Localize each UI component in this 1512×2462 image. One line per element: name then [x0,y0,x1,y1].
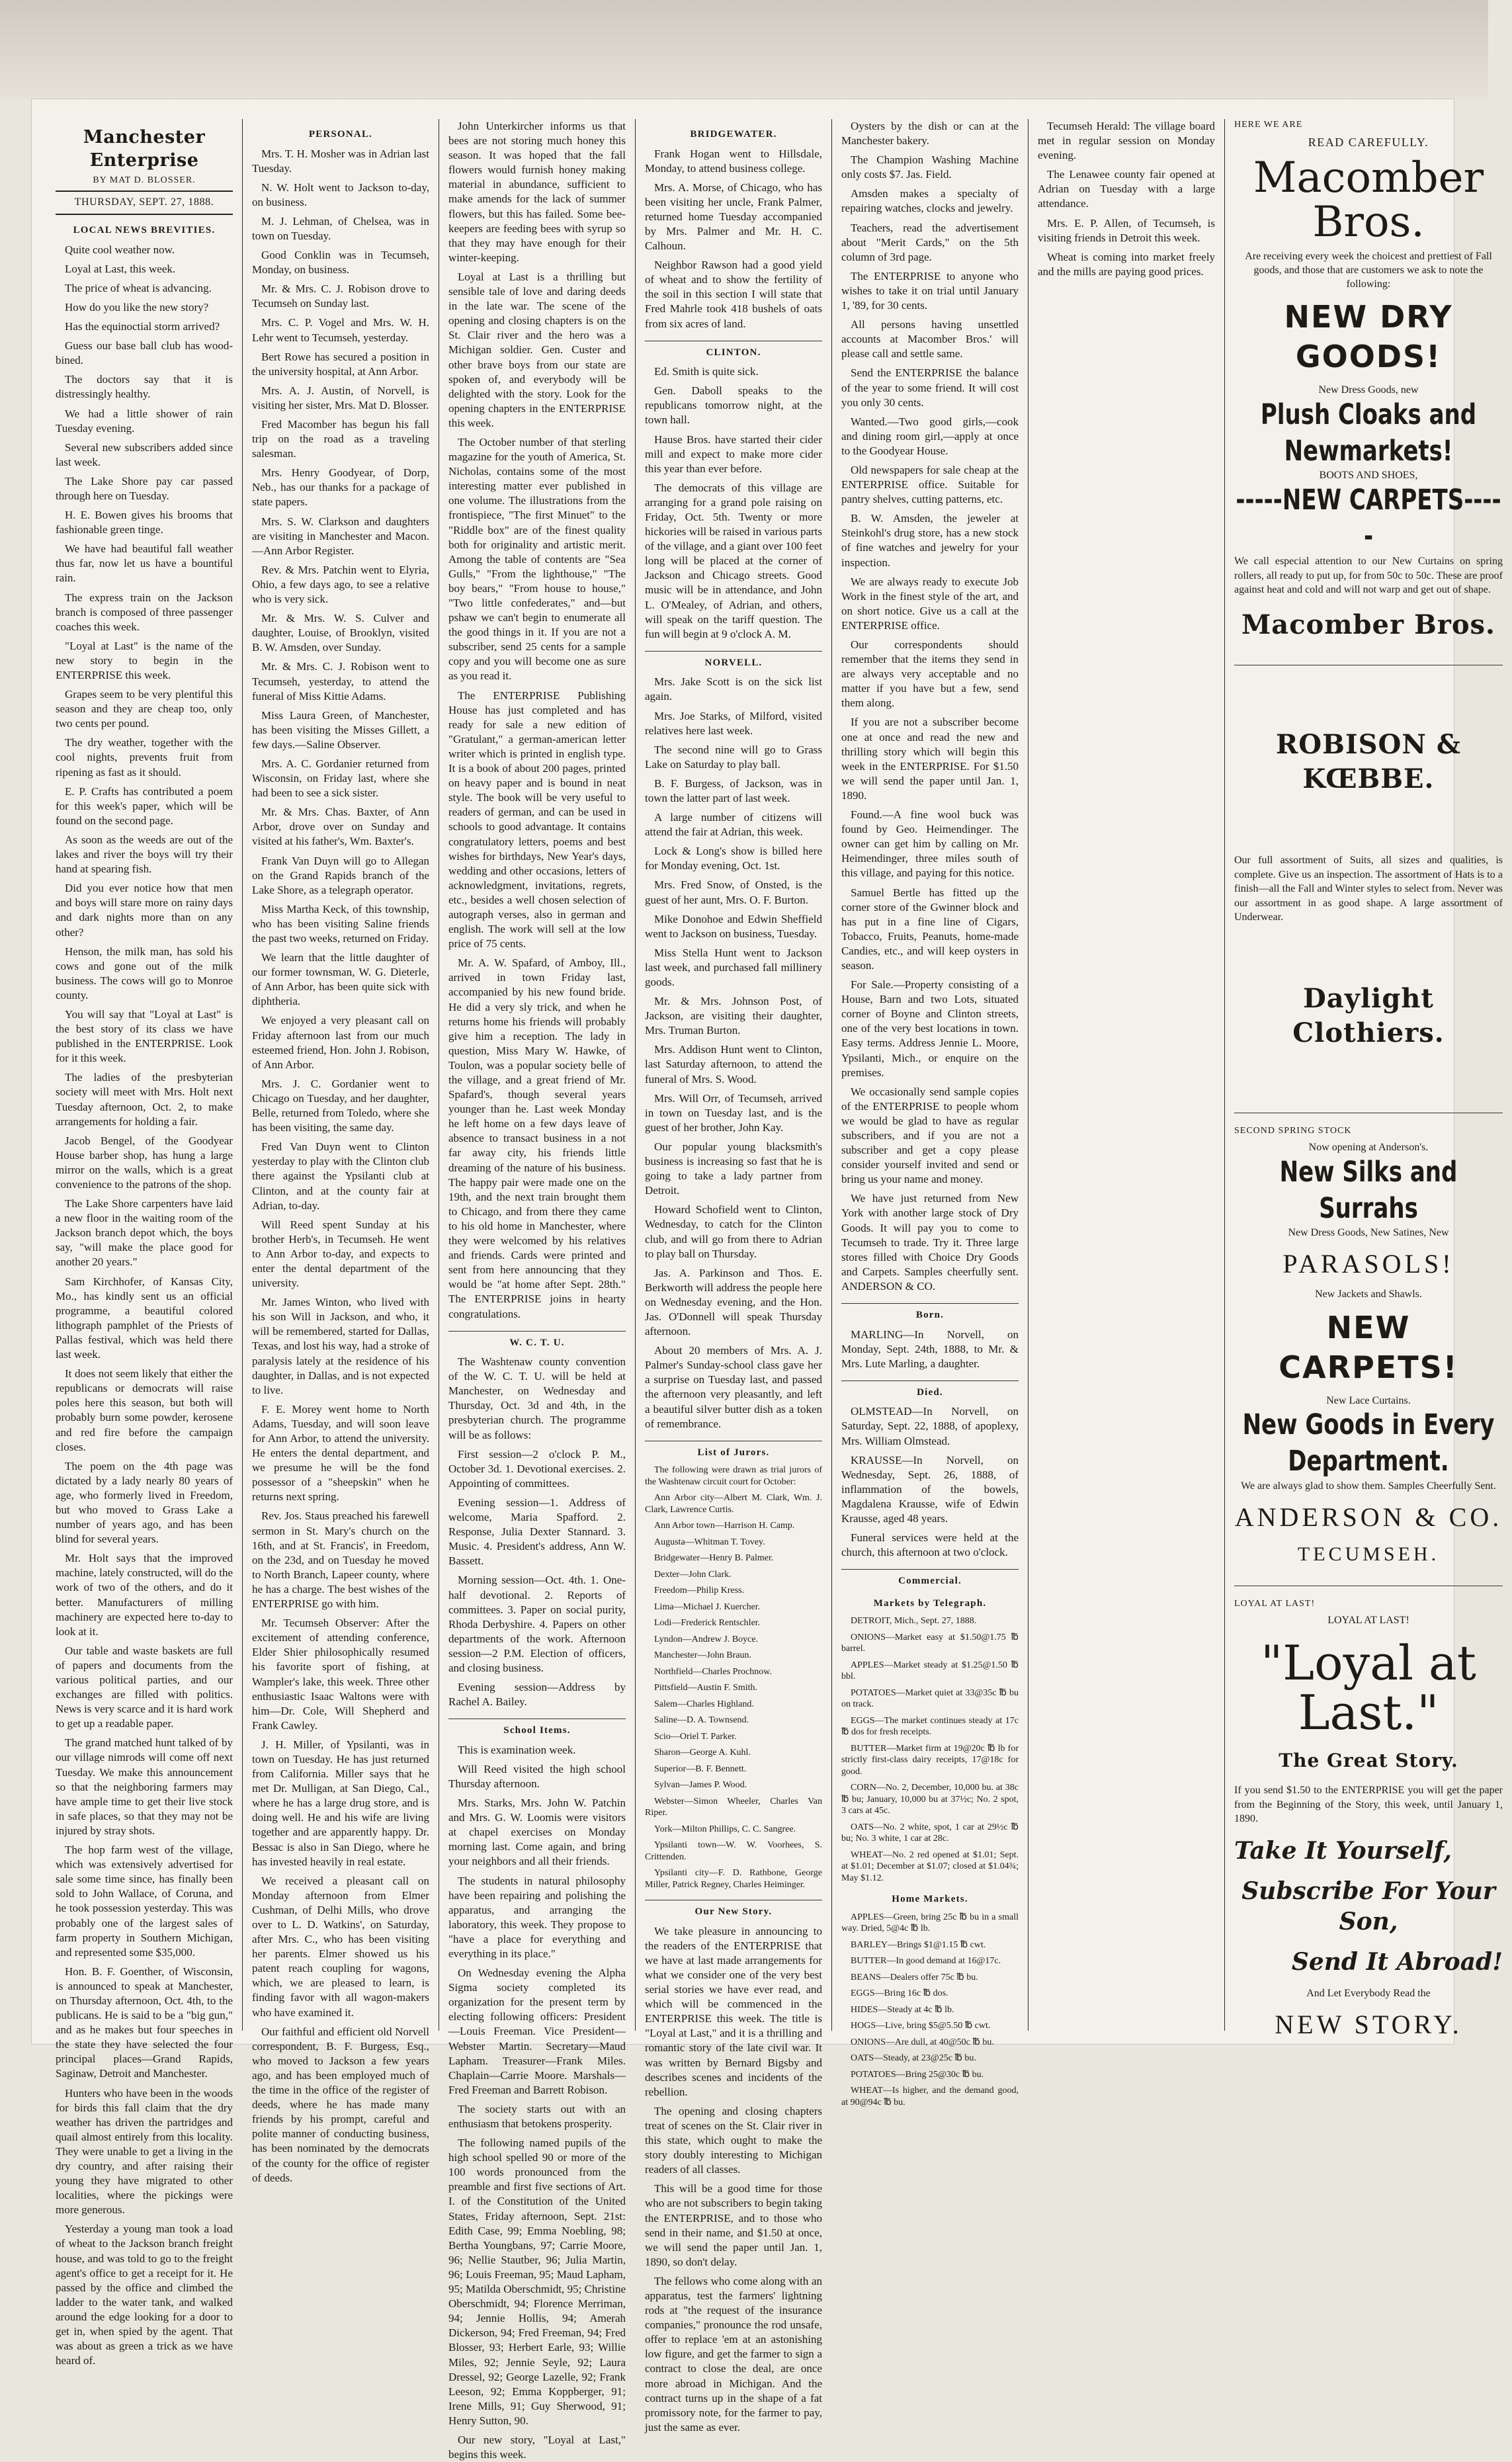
ad-plush-cloaks: Plush Cloaks and Newmarkets! [1260,398,1477,468]
news-item: Wanted.—Two good girls,—cook and dining room girl,—apply at once to the Goodyear House. [841,415,1019,457]
news-item: Mrs. Starks, Mrs. John W. Patchin and Mrs. G. W. Loomis were visitors at chapel exercises on Monday morning last. Come again, and bring your neighbors and all their friends. [448,1797,626,1868]
ad-macomber-signature: Macomber Bros. [1241,609,1495,641]
news-item: Our new story, "Loyal at Last," begins this week. [448,2433,626,2461]
ad-take-it: Take It Yourself, [1234,1836,1452,1865]
school-list [448,1743,626,2462]
column-4 [636,119,832,2434]
clinton-list [645,364,822,642]
section-heading-born: Born. [841,1303,1019,1322]
news-item: Our popular young blacksmith's business is increasing so fast that he is going to take a lady partner from Detroit. [645,1140,822,1197]
news-item: Oysters by the dish or can at the Manchester bakery. [841,120,1019,148]
news-item: Mrs. E. P. Allen, of Tecumseh, is visiting friends in Detroit this week. [1038,216,1215,244]
newspaper-page [32,99,1503,2461]
news-item: Howard Schofield went to Clinton, Wednesday, to catch for the Clinton club, and will go from there to Adrian to play ball on Thursday. [645,1203,822,1260]
news-item: Manchester—John Braun. [654,1650,751,1661]
news-item: Sam Kirchhofer, of Kansas City, Mo., has kindly sent us an official programme, a beautiful colored lithograph pamphlet of the Priests of Pallas festival, which was held there last week. [56,1275,233,1361]
news-item: Hunters who have been in the woods for birds this fall claim that the dry weather has driven the partridges and quail almost entirely from this locality. They were unable to get a living in the dry country, and after raising their young they have migrated to other localities, where the pickings were more generous. [56,2086,233,2217]
news-item: We had a little shower of rain Tuesday evening. [56,407,233,435]
news-item: We are always ready to execute Job Work in the finest style of the art, and on short notice. Give us a call at the ENTERPRISE office. [841,575,1019,632]
news-item: The Lake Shore pay car passed through here on Tuesday. [56,474,233,502]
news-item: ONIONS—Are dull, at 40@50c ℔ bu. [851,2037,994,2047]
news-item: Guess our base ball club has wood-bined. [56,339,233,367]
personal-list [252,147,429,2186]
news-item: Jacob Bengel, of the Goodyear House barber shop, has hung a large mirror on the walls, which is a great convenience to the patrons of the shop. [56,1134,233,1191]
news-item: The Lenawee county fair opened at Adrian on Tuesday with a large attendance. [1038,168,1215,210]
ad-curtains: We call especial attention to our New Curtains on spring rollers, all ready to put up, for from 50c to 50c. These are proof against heat and cold and will not warp and get out of shape. [1234,556,1503,596]
news-item: Loyal at Last is a thrilling but sensible tale of love and daring deeds in the late war. The scene of the opening and closing chapters is on the St. Clair river and the hero was a Michigan soldier. Gen. Custer and other brave boys from our state are spoken of, and everybody will be delighted with the story. Look for the opening chapters in the ENTERPRISE this week. [448,270,626,429]
news-item: The October number of that sterling magazine for the youth of America, St. Nicholas, contains some of the most interesting matter ever published in one volume. The illustrations from the frontispiece, "The first Minuet" to the "Riddle box" are of the finest quality both for originality and artistic merit. Among the table of contents are "Sea Gulls," "From the lighthouse," "The boy bears," "From house to house," "Two little confederates," and—but pshaw we can't begin to enumerate all the good things in it. If you are not a subscriber, send 25 cents for a sample copy and you will become one as sure as you read it. [448,435,626,683]
news-item: Mike Donohoe and Edwin Sheffield went to Jackson on business, Tuesday. [645,912,822,940]
news-item: Morning session—Oct. 4th. 1. One-half devotional. 2. Reports of committees. 3. Paper on social purity, Rhoda Derbyshire. 4. Papers on other departments of the work. Afternoon session—2 P.M. Election of officers, and closing business. [448,1574,626,1674]
ad-second-stock: SECOND SPRING STOCK [1234,1126,1352,1136]
ad-macomber-name: Macomber Bros. [1253,153,1484,247]
ad-macomber-tag: HERE WE ARE [1234,120,1303,130]
news-item: Dexter—John Clark. [654,1569,732,1580]
news-item: Mrs. A. C. Gordanier returned from Wisconsin, on Friday last, where she had been to see a sick sister. [252,757,429,800]
section-heading-school-items: School Items. [448,1719,626,1738]
news-item: HOGS—Live, bring $5@5.50 ℔ cwt. [851,2021,991,2031]
ad-dress-goods: New Dress Goods, new [1318,384,1419,396]
news-item: Evening session—Address by Rachel A. Bailey. [448,1681,626,1709]
news-item: Bert Rowe has secured a position in the university hospital, at Ann Arbor. [252,350,429,378]
news-item: EGGS—Bring 16c ℔ dos. [851,1988,948,1999]
news-item: Teachers, read the advertisement about "Merit Cards," on the 5th column of 3rd page. [841,221,1019,263]
news-item: Found.—A fine wool buck was found by Geo. Heimendinger. The owner can get him by calling on Mr. Heimendinger, three miles south of this village, and paying for this notice. [841,808,1019,880]
section-heading-died: Died. [841,1380,1019,1400]
scan-margin [0,0,1488,99]
news-item: Ann Arbor town—Harrison H. Camp. [654,1521,795,1531]
news-item: DETROIT, Mich., Sept. 27, 1888. [851,1616,977,1627]
new-story-list [645,1924,822,2435]
news-item: The ladies of the presbyterian society will meet with Mrs. Holt next Tuesday afternoon, Oct. 2, to make arrangements for holding a fair. [56,1071,233,1128]
news-item: H. E. Bowen gives his brooms that fashionable green tinge. [56,509,233,536]
news-item: The Washtenaw county convention of the W. C. T. U. will be held at Manchester, on Wednesday and Thursday, Oct. 3d and 4th, in the presbyterian church. The programme will be as follows: [448,1355,626,1441]
news-item: Jas. A. Parkinson and Thos. E. Berkworth will address the people here on Wednesday evening, and the Hon. Jas. O'Donnell will speak Thursday afternoon. [645,1266,822,1338]
news-item: BEANS—Dealers offer 75c ℔ bu. [851,1972,978,1982]
news-item: KRAUSSE—In Norvell, on Wednesday, Sept. 26, 1888, of inflammation of the bowels, Magdalena Krausse, wife of Edwin Krausse, aged 48 years. [841,1453,1019,1525]
ad-now-opening: Now opening at Anderson's. [1308,1142,1429,1154]
masthead-title: Manchester Enterprise [83,127,206,171]
norvell-list [645,675,822,1431]
news-item: Hause Bros. have started their cider mill and expect to make more cider this year than ever before. [645,433,822,475]
news-item: We have just returned from New York with another large stock of Dry Goods. It will pay you to come to Tecumseh to trade. Try it. Three large stores filled with Choice Dry Goods and Carpets. Samples cheerfully sent. ANDERSON & CO. [841,1192,1019,1293]
news-item: Hon. B. F. Goenther, of Wisconsin, is announced to speak at Manchester, on Thursday afternoon, Oct. 4th, to the publicans. He is said to be a "big gun," and as he makes but four speeches in the state they have selected the four principal places—Grand Rapids, Saginaw, Detroit and Manchester. [56,1965,233,2080]
news-item: POTATOES—Bring 25@30c ℔ bu. [851,2069,984,2080]
news-item: Ypsilanti city—F. D. Rathbone, George Miller, Patrick Regney, Charles Heiminger. [645,1868,822,1890]
news-item: We enjoyed a very pleasant call on Friday afternoon last from our much esteemed friend, Hon. John J. Robison, of Ann Arbor. [252,1014,429,1071]
news-item: Mrs. Will Orr, of Tecumseh, arrived in town on Tuesday last, and is the guest of her brother, John Kay. [645,1091,822,1134]
news-item: Bridgewater—Henry B. Palmer. [654,1553,774,1564]
news-item: The express train on the Jackson branch is composed of three passenger coaches this week. [56,591,233,633]
news-item: As soon as the weeds are out of the lakes and river the boys will try their hand at spearing fish. [56,833,233,876]
news-item: Sharon—George A. Kuhl. [654,1748,751,1758]
ad-send-it: Send It Abroad! [1291,1948,1503,1976]
news-item: If you are not a subscriber become one at once and read the new and thrilling story which will begin this week in the ENTERPRISE. For $1.50 we will send the paper until Jan. 1, 1890. [841,716,1019,802]
news-item: Freedom—Philip Kress. [654,1586,745,1596]
ad-robison-koebbe [1234,677,1503,1113]
news-item: Lyndon—Andrew J. Boyce. [654,1634,759,1644]
news-item: "Loyal at Last" is the name of the new story to begin in the ENTERPRISE this week. [56,639,233,682]
ad-daylight-clothiers: Daylight Clothiers. [1292,983,1445,1049]
section-heading-personal: PERSONAL. [308,129,373,140]
news-item: Mr. James Winton, who lived with his son Will in Jackson, and who, it will be remembered, started for Dallas, Texas, and lost his way, had a stroke of paralysis lately at the residence of his daughter, in Dallas, and is not expected to live. [252,1296,429,1396]
news-item: Tecumseh Herald: The village board met in regular session on Monday evening. [1038,120,1215,162]
news-item: This will be a good time for those who are not subscribers to begin taking the ENTERPRISE, and to those who send in their name, and $1.50 at once, we will send the paper until Jan. 1, 1890, so don't delay. [645,2182,822,2268]
news-item: A large number of citizens will attend the fair at Adrian, this week. [645,811,822,839]
news-item: Mrs. Jake Scott is on the sick list again. [645,675,822,703]
wctu-list [448,1355,626,1709]
news-item: Lock & Long's show is billed here for Monday evening, Oct. 1st. [645,845,822,872]
column-1 [46,119,243,2367]
news-item: Grapes seem to be very plentiful this season and they are cheap too, only two cents per pound. [56,688,233,730]
news-item: The students in natural philosophy have been repairing and polishing the apparatus, and arranging the laboratory, this week. They propose to "have a place for everything and everything in its place." [448,1874,626,1960]
news-item: The ENTERPRISE Publishing House has just completed and has ready for sale a new edition of "Gratulant," a german-american letter writer which is printed in english type. It is a book of about 200 pages, printed on heavy paper and is bound in neat style. The book will be very useful to readers of german, and can be used in schools to good advantage. It contains congratulatory letters, poems and best wishes for birthdays, New Year's days, wedding and other occasions, letters of acknowledgment, invitations, regrets, etc., besides a well chosen selection of autograph verses, also in german and english. The work will sell at the low price of 75 cents. [448,689,626,951]
news-item: Saline—D. A. Townsend. [654,1715,749,1726]
news-item: The fellows who come along with an apparatus, test the farmers' lightning rods at "the request of the insurance companies," pronounce the rod unsafe, offer to replace 'em at an astonishing low figure, and get the farmer to sign a contract to close the deal, are once more abroad in Michigan. And the contract turns up in the shape of a fat promissory note, for the farmer to pay, just the same as ever. [645,2274,822,2434]
news-item: N. W. Holt went to Jackson to-day, on business. [252,181,429,208]
ad-every-department: New Goods in Every Department. [1242,1408,1495,1479]
ad-macomber-intro: Are receiving every week the choicest and prettiest of Fall goods, and those that are customers we ask to note the following: [1245,250,1492,290]
news-item: Salem—Charles Highland. [654,1699,754,1709]
news-item: Mr. & Mrs. C. J. Robison went to Tecumseh, yesterday, to attend the funeral of Miss Kittie Adams. [252,660,429,702]
section-heading-norvell: NORVELL. [645,651,822,670]
ad-subscribe: Subscribe For Your Son, [1241,1877,1495,1936]
ad-loyal-tag: LOYAL AT LAST! [1234,1598,1316,1609]
news-item: The society starts out with an enthusiasm that betokens prosperity. [448,2102,626,2130]
news-item: The following were drawn as trial jurors of the Washtenaw circuit court for October: [645,1465,822,1487]
news-item: Rev. & Mrs. Patchin went to Elyria, Ohio, a few days ago, to see a relative who is very sick. [252,563,429,606]
section-heading-wctu: W. C. T. U. [448,1331,626,1350]
news-item: Miss Stella Hunt went to Jackson last week, and purchased fall millinery goods. [645,946,822,988]
news-item: The second nine will go to Grass Lake on Saturday to play ball. [645,743,822,771]
news-item: It does not seem likely that either the republicans or democrats will raise poles here this season, but both will probably burn some powder, kerosene and red fire before the campaign closes. [56,1367,233,1453]
news-item: This is examination week. [458,1743,576,1756]
home-markets-list [841,1912,1019,2109]
ad-robison-body: Our full assortment of Suits, all sizes and qualities, is complete. Give us an inspection. The assortment of Hats is to a finish—all the Fall and Winter styles to select from. Never was our assortment in as good shape. A large assortment of Underwear. [1234,855,1503,923]
dateline: THURSDAY, SEPT. 27, 1888. [56,191,233,215]
news-item: The opening and closing chapters treat of scenes on the St. Clair river in this state, which ought to make the story doubly interesting to Michigan readers of all classes. [645,2104,822,2176]
ad-great-story: The Great Story. [1279,1749,1458,1771]
news-item: We occasionally send sample copies of the ENTERPRISE to people whom we would be glad to have as regular subscribers, and if you are not a subscriber and get a copy please consider yourself invited and send or bring us your name and money. [841,1085,1019,1186]
section-heading-jurors: List of Jurors. [645,1441,822,1460]
news-item: Our correspondents should remember that the items they send in are always very acceptable and no matter if you have but a few, send them along. [841,638,1019,710]
ad-jackets: New Jackets and Shawls. [1315,1289,1422,1300]
news-item: You will say that "Loyal at Last" is the best story of its class we have published in the ENTERPRISE. Look for it this week. [56,1007,233,1065]
news-item: OLMSTEAD—In Norvell, on Saturday, Sept. 22, 1888, of apoplexy, Mrs. William Olmstead. [841,1405,1019,1447]
ad-new-carpets-anderson: NEW CARPETS! [1279,1309,1458,1385]
ad-anderson-name: ANDERSON & CO. [1234,1502,1503,1532]
articles-list [448,119,626,1322]
news-item: The following named pupils of the high school spelled 90 or more of the 100 words pronounced from the preamble and first five sections of Art. I. of the Constitution of the United States, Friday afternoon, Sept. 21st: Edith Case, 99; Emma Noebling, 98; Bertha Youngbans, 97; Carrie Moore, 96; Nellie Stautber, 96; Julia Martin, 96; Louis Freeman, 95; Maud Lapham, 95; Matilda Oberschmidt, 95; Christine Oberschmidt, 94; Florence Merriman, 94; Jennie Hollis, 94; Amerah Dickerson, 94; Fred Freeman, 94; Fred Blosser, 93; Herbert Earle, 93; Willie Miles, 92; Jennie Seyle, 92; Laura Dressel, 92; George Lazelle, 92; Frank Leeson, 92; Emma Koppberger, 91; Irene Mills, 91; Guy Sherwood, 91; Henry Sutton, 90. [448,2137,626,2427]
notices-list [841,119,1019,1294]
news-item: Evening session—1. Address of welcome, Maria Spafford. 2. Response, Julia Dexter Stannard. 3. Music. 4. President's address, Ann W. Bassett. [448,1496,626,1568]
column-3 [439,119,636,2461]
news-item: Mr. & Mrs. Chas. Baxter, of Ann Arbor, drove over on Sunday and visited at his father's, Wm. Baxter's. [252,806,429,848]
news-item: Mrs. T. H. Mosher was in Adrian last Tuesday. [252,147,429,175]
news-item: Send the ENTERPRISE the balance of the year to some friend. It will cost you only 30 cents. [841,366,1019,409]
news-item: Rev. Jos. Staus preached his farewell sermon in St. Mary's church on the 16th, and at St. Francis', in Freedom, on the 23d, and on Tuesday he moved to North Branch, Lapeer county, where he has a charge. The best wishes of the ENTERPRISE go with him. [252,1509,429,1611]
news-item: WHEAT—No. 2 red opened at $1.01; Sept. at $1.01; December at $1.07; closed at $1.04¾; May $1.12. [841,1849,1019,1883]
tecumseh-list [1038,119,1215,279]
news-item: Superior—B. F. Bennett. [654,1763,747,1774]
news-item: Northfield—Charles Prochnow. [654,1666,772,1677]
news-item: E. P. Crafts has contributed a poem for this week's paper, which will be found on the second page. [56,785,233,827]
news-item: Quite cool weather now. [65,243,175,256]
ad-satines: New Dress Goods, New Satines, New [1288,1227,1449,1239]
ad-loyal-title: "Loyal at Last." [1261,1634,1476,1741]
news-item: APPLES—Market steady at $1.25@1.50 ℔ bbl. [841,1660,1019,1682]
ad-robison-name: ROBISON & KŒBBE. [1276,729,1461,795]
news-item: York—Milton Phillips, C. C. Sangree. [654,1824,796,1834]
news-item: Did you ever notice how that men and boys will stare more on rainy days and dark nights more than on any other? [56,882,233,939]
section-heading-bridgewater: BRIDGEWATER. [690,129,777,140]
news-item: OATS—No. 2 white, spot, 1 car at 29½c ℔ bu; No. 3 white, 1 car at 28c. [841,1822,1019,1844]
news-item: First session—2 o'clock P. M., October 3d. 1. Devotional exercises. 2. Appointing of committees. [448,1447,626,1490]
died-list [841,1404,1019,1560]
news-item: Webster—Simon Wheeler, Charles Van Riper. [645,1796,822,1818]
news-item: BARLEY—Brings $1@1.15 ℔ cwt. [851,1939,986,1950]
ad-loyal-at-last [1234,1598,1503,2042]
news-item: HIDES—Steady at 4c ℔ lb. [851,2004,954,2015]
ad-anderson [1234,1125,1503,1586]
news-item: APPLES—Green, bring 25c ℔ bu in a small way. Dried, 5@4c ℔ lb. [841,1912,1019,1934]
news-item: BUTTER—In good demand at 16@17c. [851,1956,1001,1967]
telegraph-list [841,1615,1019,1884]
news-item: Mr. Holt says that the improved machine, lately constructed, will do the work of two of the others, and do it better. Manufacturers of milling machinery are expected here to-day to look at it. [56,1552,233,1638]
news-item: John Unterkircher informs us that bees are not storing much honey this season. It was hoped that the fall flowers would furnish honey making material in abundance, sufficient to make amends for the lack of summer flowers, but this has failed. Some bee-keepers are feeding bees with syrup so that they may have enough for their winter-keeping. [448,120,626,264]
news-item: Scio—Oriel T. Parker. [654,1731,737,1742]
column-advertisements [1225,119,1512,2039]
ad-everybody: And Let Everybody Read the [1306,1988,1431,2000]
ad-new-story: NEW STORY. [1275,2009,1462,2039]
section-heading-telegraph: Markets by Telegraph. [873,1597,987,1609]
column-6 [1029,119,1225,2031]
news-item: BUTTER—Market firm at 19@20c ℔ lb for strictly first-class dairy receipts, 17@18c for good. [841,1743,1019,1777]
news-item: The grand matched hunt talked of by our village nimrods will come off next Tuesday. We make this announcement so that the neighboring farmers may have ample time to get their live stock in safe places, so that they may not be injured by stray shots. [56,1736,233,1837]
news-item: The poem on the 4th page was dictated by a lady nearly 80 years of age, who formerly lived in Freedom, but who moved to Grass Lake a number of years ago, and has been blind for several years. [56,1459,233,1546]
section-heading-commercial: Commercial. [841,1569,1019,1588]
news-item: Augusta—Whitman T. Tovey. [654,1537,765,1547]
news-item: Fred Van Duyn went to Clinton yesterday to play with the Clinton club there against the Ypsilanti club at Clinton, and at the county fair at Adrian, to-day. [252,1140,429,1212]
news-item: How do you like the new story? [65,300,209,314]
news-item: Miss Laura Green, of Manchester, has been visiting the Misses Gillett, a few days.—Saline Observer. [252,708,429,751]
news-item: Good Conklin was in Tecumseh, Monday, on business. [252,249,429,276]
news-item: EGGS—The market continues steady at 17c ℔ dos for fresh receipts. [841,1715,1019,1738]
section-heading-new-story: Our New Story. [645,1900,822,1919]
news-item: Mrs. Joe Starks, of Milford, visited relatives here last week. [645,709,822,737]
news-item: Our faithful and efficient old Norvell correspondent, B. F. Burgess, Esq., who moved to Jackson a few years ago, and has been employed much of the time in the office of the register of deeds, where he has made many friends by his prompt, careful and polite manner of conducting business, has been nominated by the democrats of the county for the office of register of deeds. [252,2025,429,2184]
news-item: Loyal at Last, this week. [65,262,176,275]
news-item: Mrs. Henry Goodyear, of Dorp, Neb., has our thanks for a package of state papers. [252,466,429,509]
news-item: Sylvan—James P. Wood. [654,1780,747,1791]
news-item: Mrs. C. P. Vogel and Mrs. W. H. Lehr went to Tecumseh, yesterday. [252,316,429,344]
news-item: OATS—Steady, at 23@25c ℔ bu. [851,2053,976,2064]
news-item: ONIONS—Market easy at $1.50@1.75 ℔ barrel. [841,1632,1019,1654]
news-item: Mr. Tecumseh Observer: After the excitement of attending conference, Elder Shier philosophically resumed his favorite sport of fishing, at Wampler's lake, this week. Three other enthusiastic Isaac Waltons were with him—Dr. Cole, Will Shepherd and Frank Cawley. [252,1617,429,1732]
news-item: All persons having unsettled accounts at Macomber Bros.' will please call and settle same. [841,318,1019,361]
news-item: Samuel Bertle has fitted up the corner store of the Gwinner block and has put in a fine line of Cigars, Tobacco, Fruits, Peanuts, home-made Candies, etc., and will keep oysters in season. [841,886,1019,972]
news-item: Amsden makes a specialty of repairing watches, clocks and jewelry. [841,187,1019,215]
news-item: Miss Martha Keck, of this township, who has been visiting Saline friends the past two weeks, returned on Friday. [252,902,429,945]
news-item: Mrs. Fred Snow, of Onsted, is the guest of her aunt, Mrs. O. F. Burton. [645,878,822,906]
news-item: M. J. Lehman, of Chelsea, was in town on Tuesday. [252,214,429,242]
news-item: Mr. & Mrs. Johnson Post, of Jackson, are visiting their daughter, Mrs. Truman Burton. [645,995,822,1037]
news-item: Mrs. A. Morse, of Chicago, who has been visiting her uncle, Frank Palmer, returned home Tuesday accompanied by Mrs. Palmer and Mr. H. C. Calhoun. [645,181,822,253]
news-item: Will Reed visited the high school Thursday afternoon. [448,1762,626,1790]
news-item: Mrs. S. W. Clarkson and daughters are visiting in Manchester and Macon.—Ann Arbor Register. [252,515,429,557]
news-item: F. E. Morey went home to North Adams, Tuesday, and will soon leave for Ann Arbor, to attend the university. He enters the dental department, and we presume he will be the fond possessor of a "sheepskin" when he returns next spring. [252,1402,429,1504]
news-item: CORN—No. 2, December, 10,000 bu. at 38c ℔ bu; January, 10,000 bu at 37½c; No. 2 spot, 3 cars at 45c. [841,1783,1019,1816]
ad-macomber [1234,119,1503,665]
local-news-list [56,243,233,2369]
news-item: Mr. A. W. Spafard, of Amboy, Ill., arrived in town Friday last, accompanied by his new found bride. He did a very sly trick, and when he returns home his friends will probably give him a reception. The lady in question, Miss Mary W. Hawke, of Toulon, was a popular society belle of the village, and a great friend of Mr. Spafard's, though several years younger than he. Last week Monday he left home on a few days leave of absence to transact business in a not far away city, his friends little dreaming of the nature of his business. The happy pair were made one on the 19th, and the next train brought them to Chicago, and from there they came to his old home in Manchester, where they were welcomed by his relatives and friends. Cards were printed and sent from here announcing that they would be "at home after Sept. 28th." The ENTERPRISE joins in hearty congratulations. [448,956,626,1320]
news-item: Has the equinoctial storm arrived? [65,320,220,333]
news-item: We have had beautiful fall weather thus far, now let us have a bountiful rain. [56,542,233,585]
news-item: For Sale.—Property consisting of a House, Barn and two Lots, situated corner of Boyne and Clinton streets, one of the very best locations in town. Easy terms. Address Jennie L. Moore, Ypsilanti, Mich., or enquire on the premises. [841,978,1019,1079]
news-item: Mr. & Mrs. C. J. Robison drove to Tecumseh on Sunday last. [252,282,429,310]
news-item: Old newspapers for sale cheap at the ENTERPRISE office. Suitable for pantry shelves, cutting patterns, etc. [841,463,1019,506]
news-item: Neighbor Rawson had a good yield of wheat and to show the fertility of the soil in this section I will state that Fred Mahrle took 418 bushels of oats from six acres of land. [645,259,822,330]
jurors-list [645,1464,822,1890]
column-2 [243,119,439,2184]
news-item: About 20 members of Mrs. A. J. Palmer's Sunday-school class gave her a surprise on Tuesday last, and passed the afternoon very pleasantly, and left a beautiful silver butter dish as a token of remembrance. [645,1344,822,1430]
section-heading-local-news: LOCAL NEWS BREVITIES. [73,225,216,236]
ad-loyal-small: LOYAL AT LAST! [1327,1614,1409,1626]
news-item: Funeral services were held at the church, this afternoon at two o'clock. [841,1531,1019,1559]
news-item: Mrs. A. J. Austin, of Norvell, is visiting her sister, Mrs. Mat D. Blosser. [252,384,429,411]
news-item: Lima—Michael J. Kuercher. [654,1601,761,1612]
section-heading-home-markets: Home Markets. [892,1894,968,1905]
news-item: Ann Arbor city—Albert M. Clark, Wm. J. Clark, Lawrence Curtis. [645,1493,822,1515]
ad-macomber-read: READ CAREFULLY. [1308,136,1429,149]
news-item: The ENTERPRISE to anyone who wishes to take it on trial until January 1, '89, for 30 cents. [841,269,1019,312]
news-item: Will Reed spent Sunday at his brother Herb's, in Tecumseh. He went to Ann Arbor to-day, and expects to enter the dental department of the university. [252,1218,429,1290]
news-item: Yesterday a young man took a load of wheat to the Jackson branch freight house, and was told to go to the freight agent's office to get a receipt for it. He passed by the office and climbed the ladder to the water tank, and walked around the edge looking for a door to get in, when spied by the agent. That was about as green a trick as we have heard of. [56,2223,233,2367]
ad-samples: We are always glad to show them. Samples Cheerfully Sent. [1241,1480,1496,1492]
ad-lace-curtains: New Lace Curtains. [1326,1394,1411,1406]
news-item: J. H. Miller, of Ypsilanti, was in town on Tuesday. He has just returned from California. Miller says that he met Dr. Mulligan, at San Diego, Cal., where he has a large drug store, and is doing well. He and his wife are living together and are apparently happy. Dr. Bessac is also in San Diego, where he has invested heavily in real estate. [252,1738,429,1868]
news-item: Frank Van Duyn will go to Allegan on the Grand Rapids branch of the Lake Shore, as a telegraph operator. [252,854,429,896]
ad-boots: BOOTS AND SHOES, [1319,470,1418,482]
news-item: Lodi—Frederick Rentschler. [654,1618,761,1629]
news-item: Mrs. Addison Hunt went to Clinton, last Saturday afternoon, to attend the funeral of Mrs. S. Wood. [645,1043,822,1085]
news-item: Wheat is coming into market freely and the mills are paying good prices. [1038,250,1215,278]
news-item: B. F. Burgess, of Jackson, was in town the latter part of last week. [645,777,822,804]
ad-parasols: PARASOLS! [1282,1249,1454,1279]
news-item: The price of wheat is advancing. [65,281,212,294]
news-item: We received a pleasant call on Monday afternoon from Elmer Cushman, of Delhi Mills, who drove over to L. D. Watkins', on Saturday, after Mrs. C., who has been visiting her parents. Elmer showed us his patent reach coupling for wagons, which, we are pleased to learn, is finding favor with all wagon-makers who have examined it. [252,1874,429,2019]
news-item: The dry weather, together with the cool nights, prevents fruit from ripening as fast as it should. [56,736,233,779]
news-item: We learn that the little daughter of our former townsman, W. G. Dieterle, of Ann Arbor, has been quite sick with diphtheria. [252,951,429,1008]
news-item: Ed. Smith is quite sick. [654,365,759,378]
news-item: The hop farm west of the village, which was extensively advertised for sale some time since, has finally been sold to John Wallace, of Coruna, and he took possession yesterday. This was probably one of the largest sales of farm property in Southern Michigan, and represented some $35,000. [56,1844,233,1959]
ad-silks-surrahs: New Silks and Surrahs [1279,1156,1458,1226]
news-item: The Champion Washing Machine only costs $7. Jas. Field. [841,153,1019,181]
news-item: Our table and waste baskets are full of papers and documents from the various political parties, and our exchanges are filled with politics. News is very scarce and it is hard work to get up a readable paper. [56,1644,233,1730]
news-item: B. W. Amsden, the jeweler at Steinkohl's drug store, has a new stock of fine watches and jewelry for your inspection. [841,512,1019,569]
news-item: Pittsfield—Austin F. Smith. [654,1683,758,1693]
news-item: Henson, the milk man, has sold his cows and gone out of the milk business. The cows will go to Monroe county. [56,945,233,1001]
bridgewater-list [645,147,822,331]
news-item: Gen. Daboll speaks to the republicans tomorrow night, at the town hall. [645,384,822,427]
news-item: On Wednesday evening the Alpha Sigma society completed its organization for the present term by electing following officers: President—Louis Freeman. Vice President—Webster Martin. Secretary—Maud Lapham. Treasurer—Frank Miles. Chaplain—Carrie Moore. Marshals—Fred Freeman and Barrett Robison. [448,1967,626,2096]
ad-new-dry-goods: NEW DRY GOODS! [1284,299,1453,375]
news-item: The democrats of this village are arranging for a grand pole raising on Friday, Oct. 5th. Twenty or more hickories will be raised in various parts of the village, and a giant over 100 feet long will be placed at the corner of Jackson and Chicago streets. Good music will be in attendance, and John L. O'Mealey, of Adrian, and others, will speak on the tariff question. The fun will begin at 9 o'clock A. M. [645,481,822,640]
news-item: Several new subscribers added since last week. [56,441,233,468]
news-item: Mrs. J. C. Gordanier went to Chicago on Tuesday, and her daughter, Belle, returned from Toledo, where she has been visiting, the same day. [252,1077,429,1134]
news-item: WHEAT—Is higher, and the demand good, at 90@94c ℔ bu. [841,2086,1019,2107]
news-item: Frank Hogan went to Hillsdale, Monday, to attend business college. [645,147,822,175]
news-item: Ypsilanti town—W. W. Voorhees, S. Crittenden. [645,1840,822,1862]
born-notice: MARLING—In Norvell, on Monday, Sept. 24th, 1888, to Mr. & Mrs. Lute Marling, a daughter. [841,1328,1019,1370]
ad-tecumseh: TECUMSEH. [1297,1543,1440,1565]
news-item: We take pleasure in announcing to the readers of the ENTERPRISE that we have at last made arrangements for what we consider one of the very best serial stories we have ever read, and which will be commenced in the ENTERPRISE this week. The title is "Loyal at Last," and it is a thrilling and romantic story of the late civil war. It was written by Bernard Bigsby and describes scenes and incidents of the rebellion. [645,1924,822,2098]
news-item: The doctors say that it is distressingly healthy. [56,373,233,401]
news-item: POTATOES—Market quiet at 33@35c ℔ bu on track. [841,1687,1019,1710]
ad-loyal-offer: If you send $1.50 to the ENTERPRISE you will get the paper from the Beginning of the Story, this week, until January 1, 1890. [1234,1785,1503,1825]
column-5 [832,119,1029,2107]
news-item: The Lake Shore carpenters have laid a new floor in the waiting room of the Jackson branch depot which, the boys say, "will make the place good for another 20 years." [56,1197,233,1269]
section-heading-clinton: CLINTON. [645,341,822,360]
news-item: Fred Macomber has begun his fall trip on the road as a traveling salesman. [252,418,429,460]
ad-new-carpets-macomber: -----NEW CARPETS----- [1236,484,1501,554]
news-item: Mr. & Mrs. W. S. Culver and daughter, Louise, of Brooklyn, visited B. W. Amsden, over Sunday. [252,612,429,654]
masthead-byline: BY MAT D. BLOSSER. [93,175,196,186]
